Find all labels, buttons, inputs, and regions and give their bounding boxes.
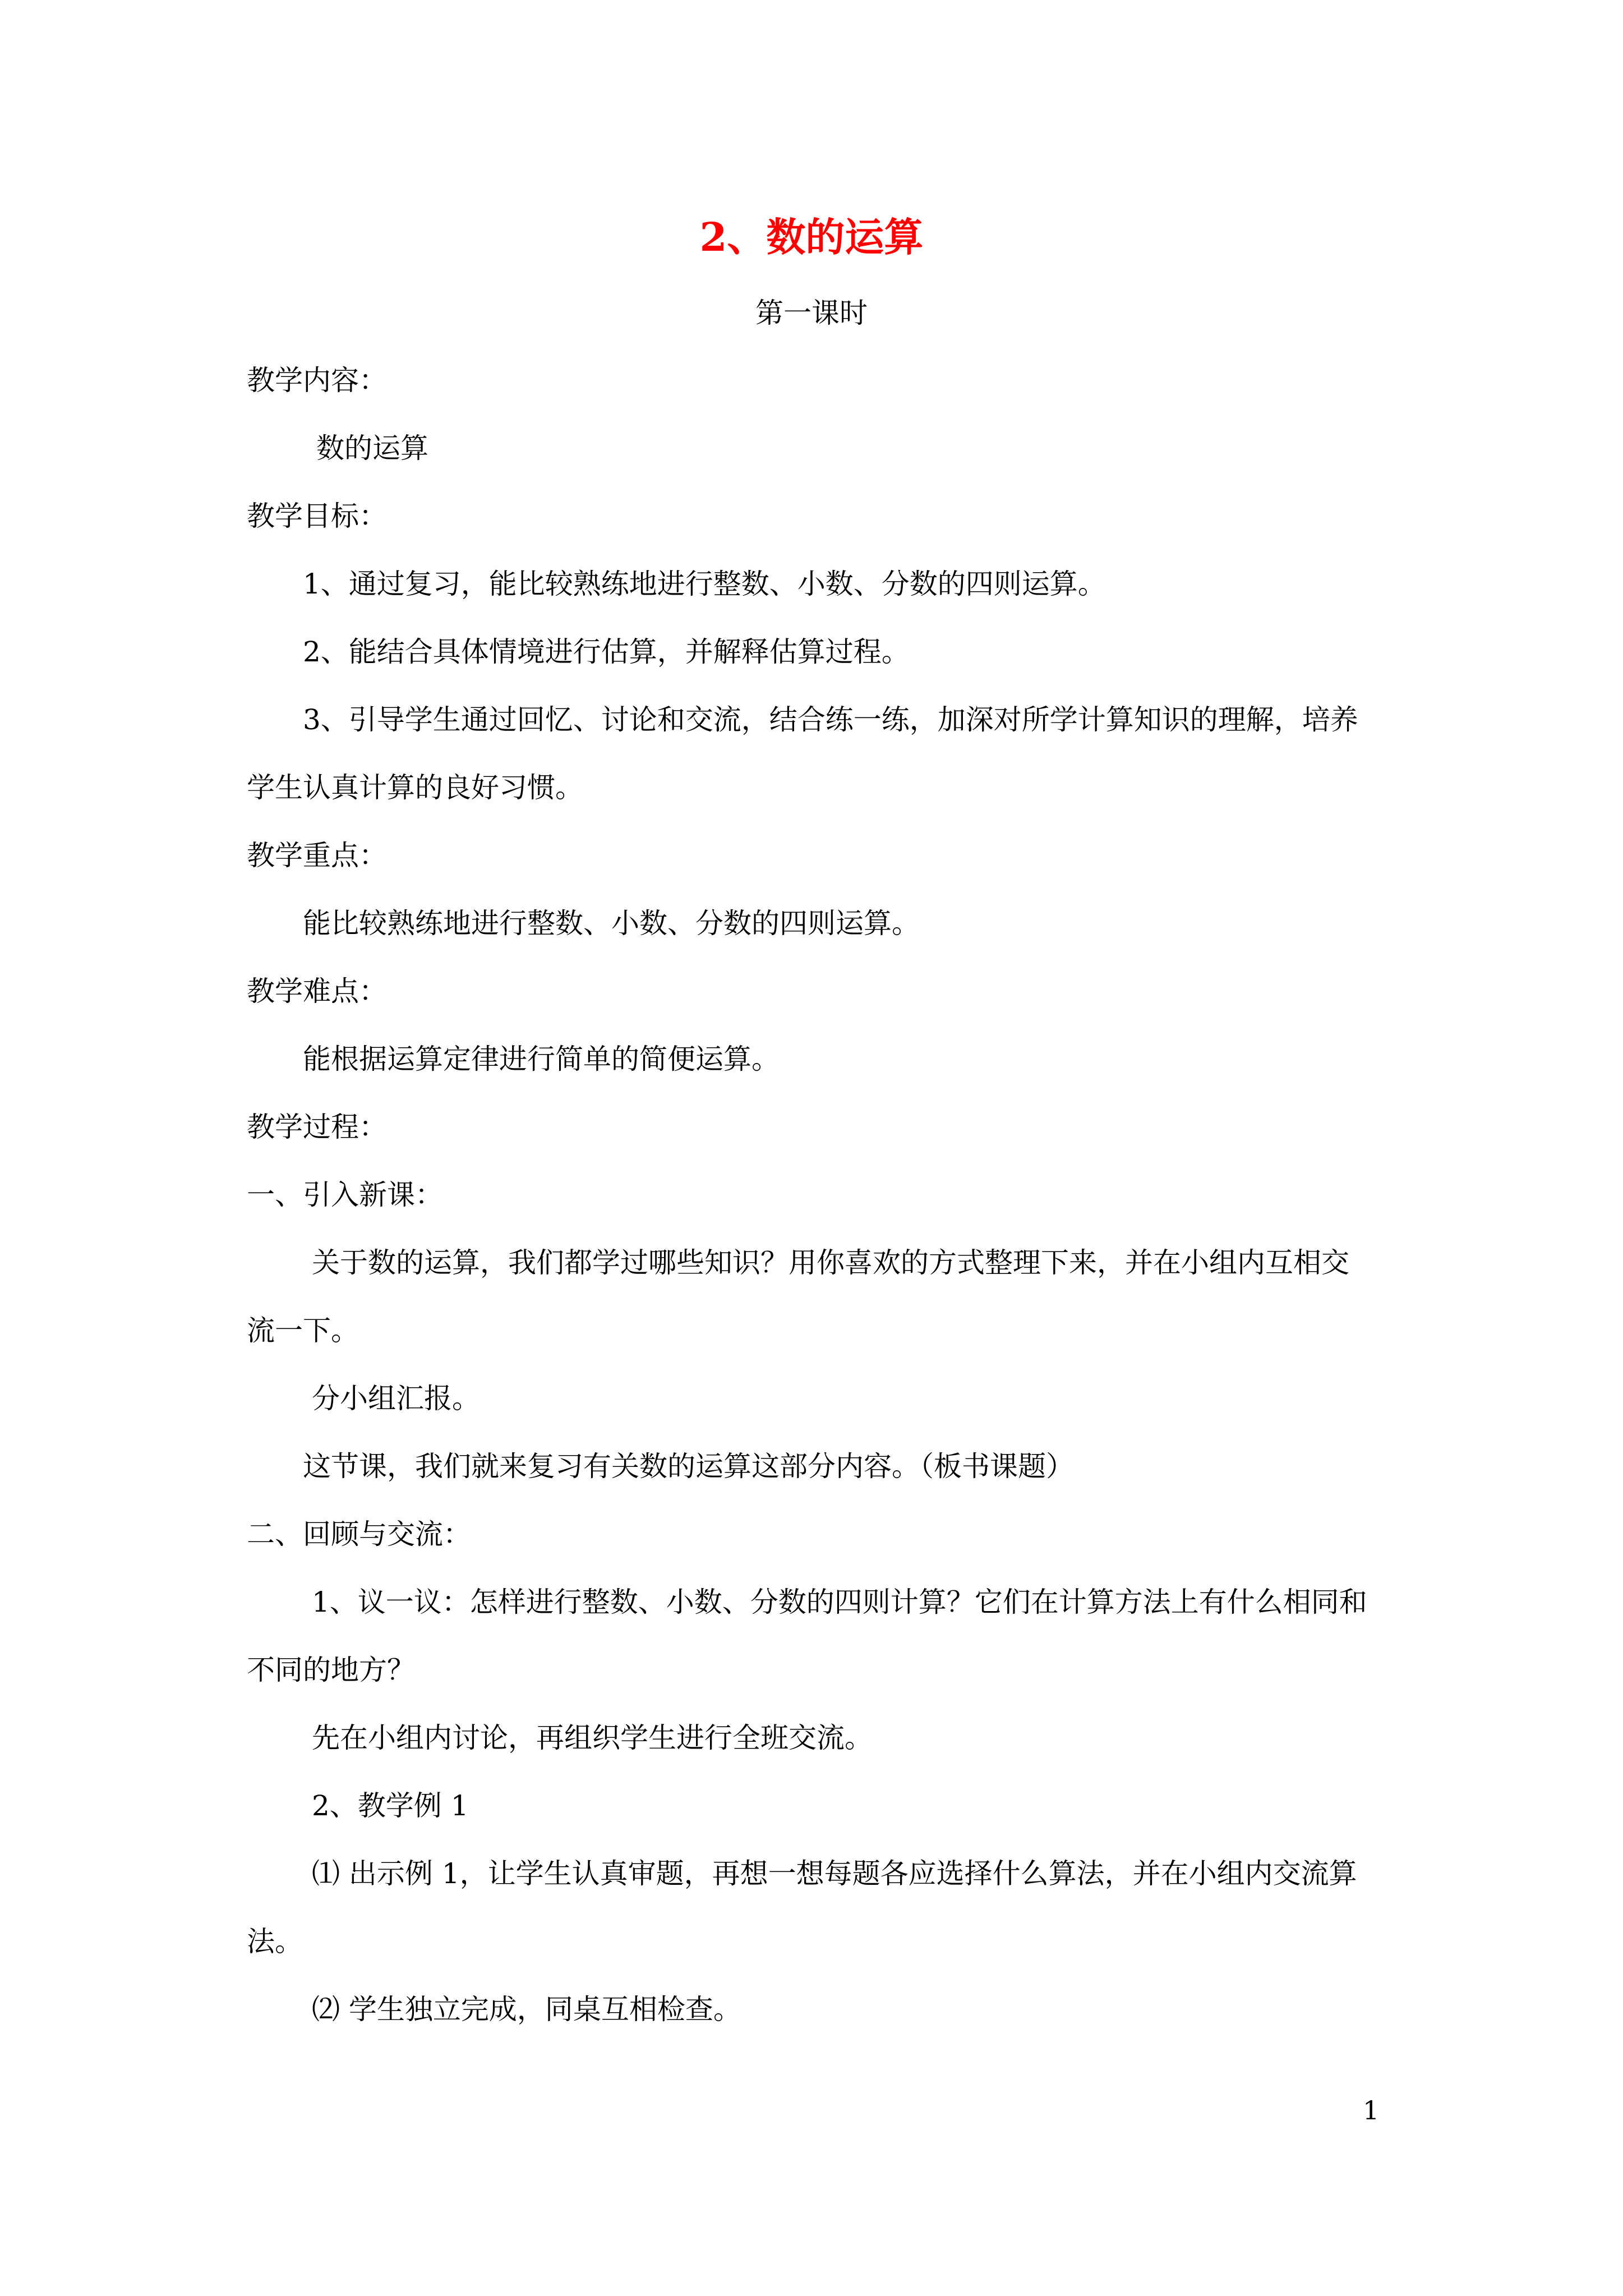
body-line: 先在小组内讨论，再组织学生进行全班交流。 [312,1722,873,1754]
body-line: 能根据运算定律进行简单的简便运算。 [303,1043,780,1075]
body-line: 1、议一议：怎样进行整数、小数、分数的四则计算？它们在计算方法上有什么相同和 [312,1586,1367,1618]
body-line: 不同的地方？ [247,1654,415,1686]
body-line: 学生认真计算的良好习惯。 [247,771,583,804]
section-heading-process: 教学过程： [247,1111,387,1143]
body-line: 能比较熟练地进行整数、小数、分数的四则运算。 [303,907,920,940]
body-line: 法。 [247,1925,303,1958]
document-title: 2、数的运算 [699,214,924,260]
page-number: 1 [1363,2095,1380,2125]
section-heading-key-points: 教学重点： [247,839,387,872]
body-line: 流一下。 [247,1314,359,1347]
body-line: 关于数的运算，我们都学过哪些知识？用你喜欢的方式整理下来，并在小组内互相交 [312,1246,1349,1279]
body-line: ⑴ 出示例 1，让学生认真审题，再想一想每题各应选择什么算法，并在小组内交流算 [312,1857,1357,1890]
body-line: 2、能结合具体情境进行估算，并解释估算过程。 [303,636,910,668]
section-heading-objectives: 教学目标： [247,500,387,532]
section-heading-content: 教学内容： [247,364,387,397]
body-line: ⑵ 学生独立完成，同桌互相检查。 [312,1993,741,2026]
body-line: 分小组汇报。 [312,1382,480,1415]
body-line: 数的运算 [316,432,428,464]
section-heading-part-one: 一、引入新课： [247,1179,443,1211]
section-heading-part-two: 二、回顾与交流： [247,1518,471,1550]
body-line: 这节课，我们就来复习有关数的运算这部分内容。（板书课题） [303,1450,1074,1483]
section-heading-difficulties: 教学难点： [247,975,387,1007]
document-subtitle: 第一课时 [755,297,868,329]
body-line: 2、教学例 1 [312,1789,469,1822]
body-line: 3、引导学生通过回忆、讨论和交流，结合练一练，加深对所学计算知识的理解，培养 [303,703,1358,736]
body-line: 1、通过复习，能比较熟练地进行整数、小数、分数的四则运算。 [303,568,1106,600]
